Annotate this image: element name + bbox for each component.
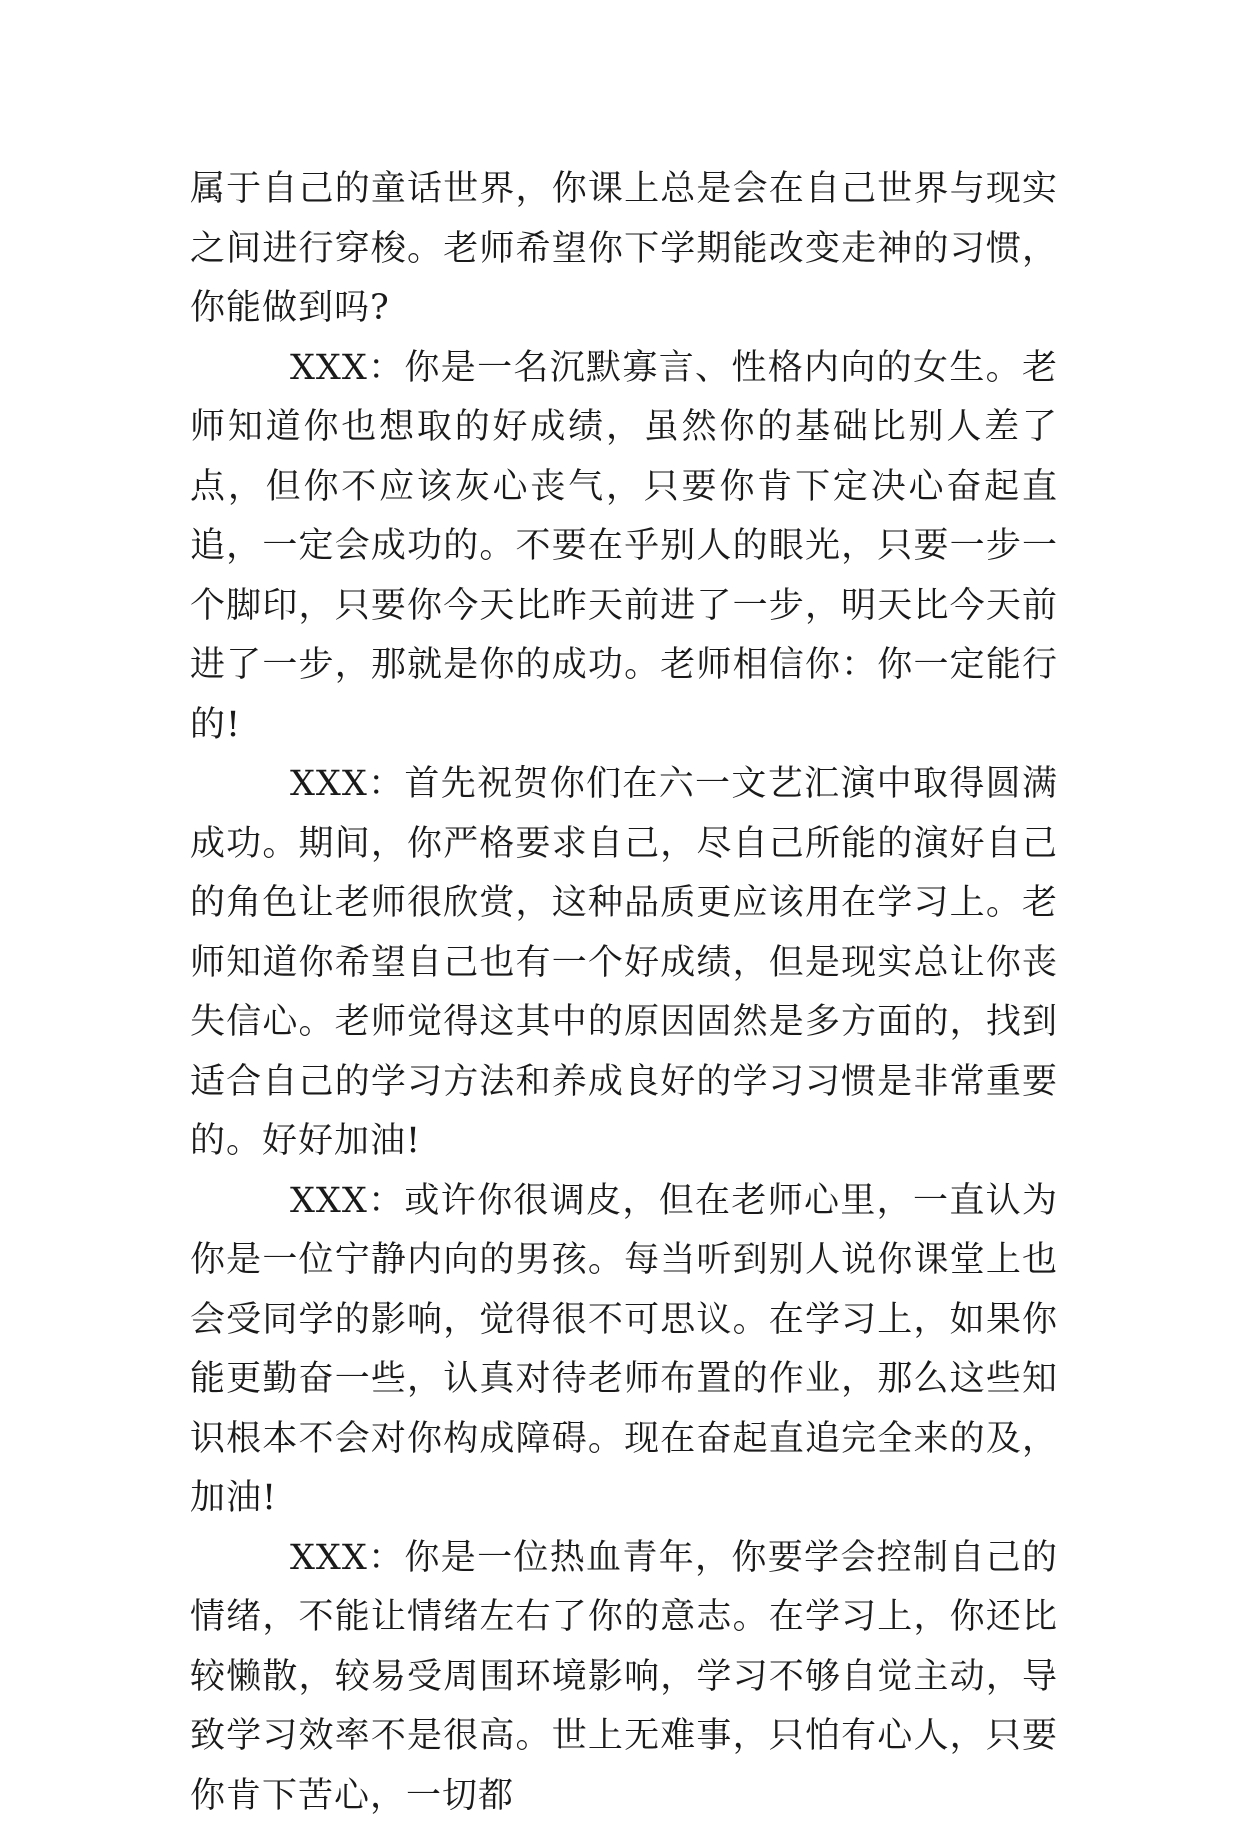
document-body [190,160,1058,1826]
paragraph-5: XXX：你是一位热血青年，你要学会控制自己的情绪，不能让情绪左右了你的意志。在学习上，你还比较懒散，较易受周围环境影响，学习不够自觉主动，导致学习效率不是很高。世上无难事，只怕有心人，只要你肯下苦心，一切都 [190,1529,1058,1826]
paragraph-1: 属于自己的童话世界，你课上总是会在自己世界与现实之间进行穿梭。老师希望你下学期能改变走神的习惯，你能做到吗? [190,160,1058,339]
paragraph-2: XXX：你是一名沉默寡言、性格内向的女生。老师知道你也想取的好成绩，虽然你的基础比别人差了点，但你不应该灰心丧气，只要你肯下定决心奋起直追，一定会成功的。不要在乎别人的眼光，只要一步一个脚印，只要你今天比昨天前进了一步，明天比今天前进了一步，那就是你的成功。老师相信你：你一定能行的! [190,339,1058,756]
paragraph-3: XXX：首先祝贺你们在六一文艺汇演中取得圆满成功。期间，你严格要求自己，尽自己所能的演好自己的角色让老师很欣赏，这种品质更应该用在学习上。老师知道你希望自己也有一个好成绩，但是现实总让你丧失信心。老师觉得这其中的原因固然是多方面的，找到适合自己的学习方法和养成良好的学习习惯是非常重要的。好好加油! [190,755,1058,1172]
paragraph-4: XXX：或许你很调皮，但在老师心里，一直认为你是一位宁静内向的男孩。每当听到别人说你课堂上也会受同学的影响，觉得很不可思议。在学习上，如果你能更勤奋一些，认真对待老师布置的作业，那么这些知识根本不会对你构成障碍。现在奋起直追完全来的及，加油! [190,1172,1058,1529]
